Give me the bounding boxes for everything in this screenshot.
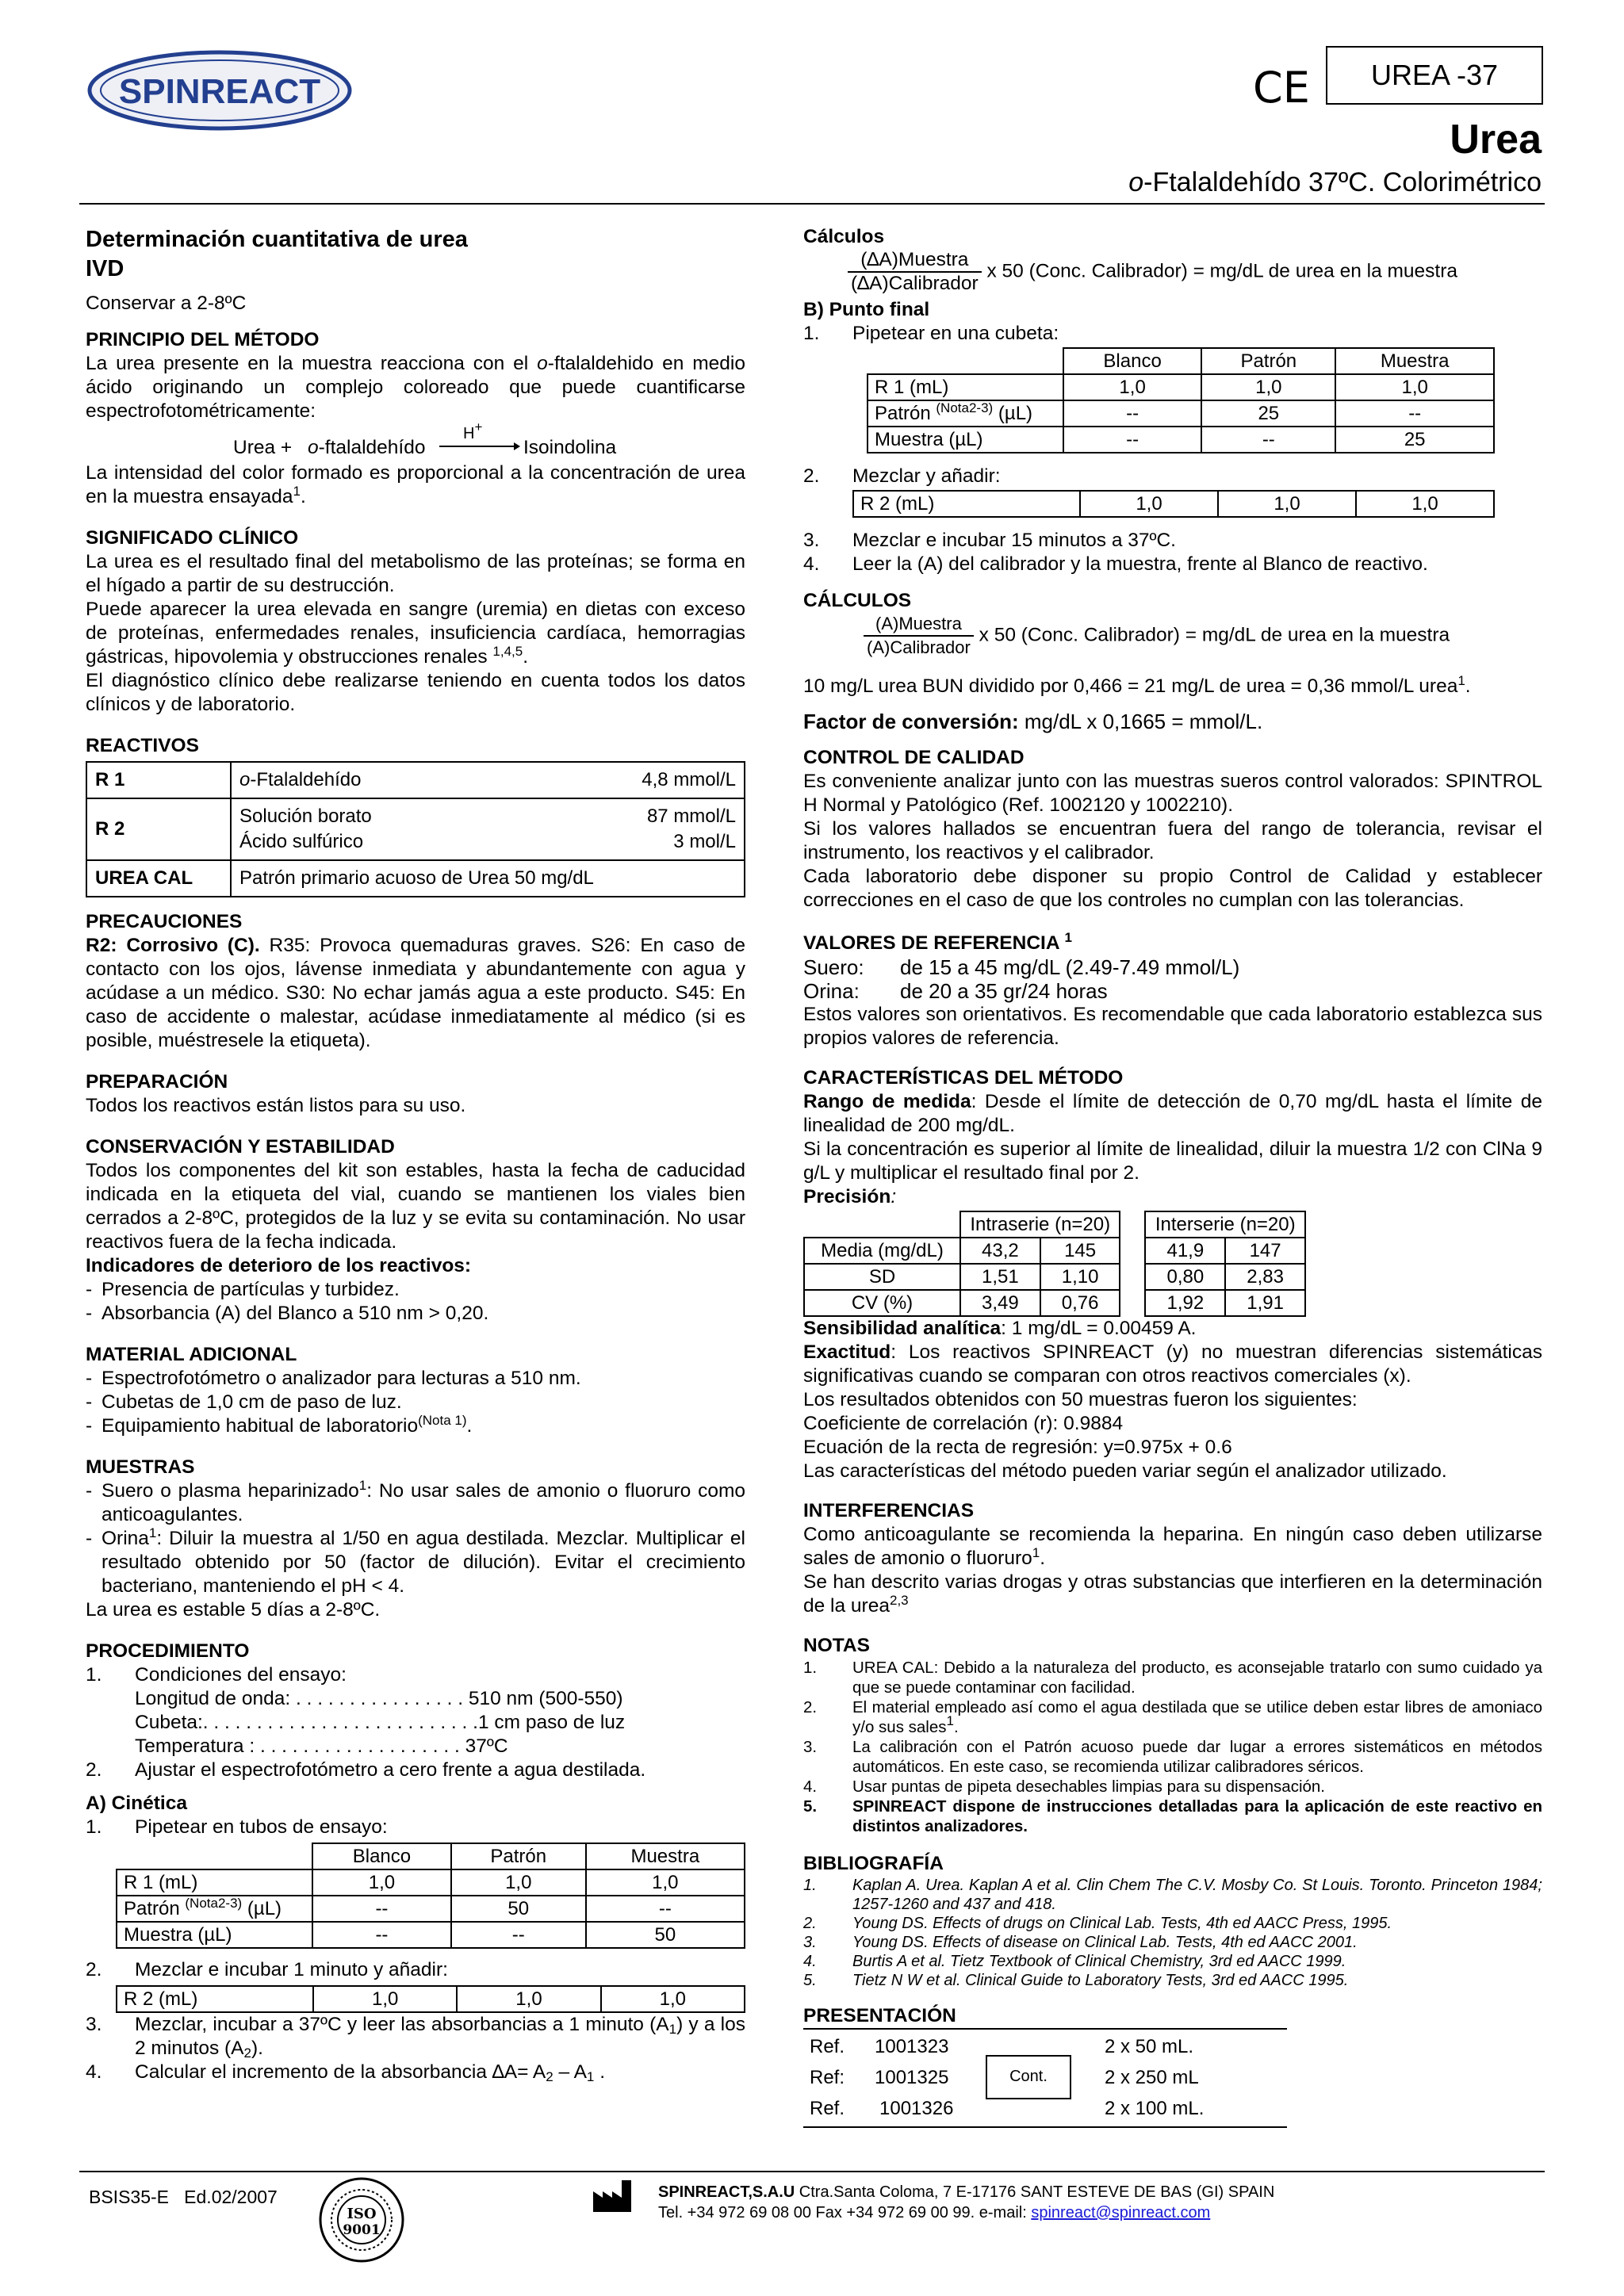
list-item: 2. El material empleado así como el agua destilada que se utilice deben estar libres de amoniaco y/o sus sales$^1$. <box>803 1698 1542 1736</box>
logo-text: SPINREACT <box>118 72 321 111</box>
reaction-equation: Urea + o-ftalaldehído H+ Isoindolina <box>233 419 617 458</box>
accuracy-text: Exactitud: Los reactivos SPINREACT (y) no muestran diferencias sistemáticas significativas cuando se comparan con otros reactivos comerciales (x). <box>803 1341 1542 1387</box>
reagent-row-r1: R 1 o-Ftalaldehído 4,8 mmol/L <box>86 762 745 798</box>
table-row: R 1 (mL) 1,0 1,0 1,0 <box>117 1869 745 1896</box>
notes-heading: NOTAS <box>803 1635 870 1656</box>
regression-text: Ecuación de la recta de regresión: y=0.975x + 0.6 <box>803 1437 1232 1458</box>
table-row: R 2 (mL) 1,0 1,0 1,0 <box>117 1986 745 2012</box>
clinical-heading: SIGNIFICADO CLÍNICO <box>86 527 299 549</box>
list-item: 4. Leer la (A) del calibrador y la muestra, frente al Blanco de reactivo. <box>803 553 1428 575</box>
table-row: Ref: 1001325 2 x 250 mL <box>810 2067 1199 2088</box>
samples-heading: MUESTRAS <box>86 1456 195 1478</box>
stability-text: Todos los componentes del kit son estables, hasta la fecha de caducidad indicada en la etiqueta del vial, cuando se mantienen los viales bien cerrados a 2-8ºC, protegidos de la luz y se evita su contaminación. No usar reactivos fuera de la fecha indicada. <box>86 1160 745 1253</box>
list-item: 3. La calibración con el Patrón acuoso puede dar lugar a errores sistemáticos en métodos automáticos. En este caso, se recomienda utilizar calibradores séricos. <box>803 1738 1542 1776</box>
precautions-text: R2: Corrosivo (C). R35: Provoca quemaduras graves. S26: En caso de contacto con los ojos, lávense inmediata y abundantemente con agua y acúdase a un médico. S30: No echar jamás agua a este producto. S45: En caso de accidente o malestar, acúdase inmediatamente al médico (si es posible, muéstresele la etiqueta). <box>86 935 745 1051</box>
qc-heading: CONTROL DE CALIDAD <box>803 747 1025 768</box>
manufacturer-icon <box>593 2180 634 2212</box>
table-row: Patrón $^{(Nota2-3)}$ (µL) -- 25 -- <box>868 400 1494 427</box>
calc-formula-endpoint: $\frac{\text{(A)Muestra}}{\text{(A)Calibrador}}$ x 50 (Conc. Calibrador) = mg/dL de urea en la muestra <box>803 613 1542 659</box>
reaction-arrow <box>439 441 520 452</box>
reagents-heading: REACTIVOS <box>86 735 199 756</box>
calc2-heading: CÁLCULOS <box>803 590 912 611</box>
clinical-p3: El diagnóstico clínico debe realizarse teniendo en cuenta todos los datos clínicos y de laboratorio. <box>86 670 745 715</box>
list-item: - Suero o plasma heparinizado$^1$: No usar sales de amonio o fluoruro como anticoagulantes. <box>86 1478 745 1525</box>
results-text: Los resultados obtenidos con 50 muestras fueron los siguientes: <box>803 1389 1358 1410</box>
notes-list <box>803 1658 1542 1836</box>
correlation-text: Coeficiente de correlación (r): 0.9884 <box>803 1413 1124 1434</box>
iso-label: ISO <box>347 2206 377 2222</box>
list-item: 2. Ajustar el espectrofotómetro a cero frente a agua destilada. <box>86 1759 646 1781</box>
kinetic-heading: A) Cinética <box>86 1793 187 1814</box>
list-item: 4. Usar puntas de pipeta desechables limpias para su dispensación. <box>803 1777 1326 1796</box>
interferences-p1: Como anticoagulante se recomienda la heparina. En ningún caso deben utilizarse sales de amonio o fluoruro$^1$. <box>803 1524 1542 1569</box>
list-item: - Presencia de partículas y turbidez. <box>86 1279 400 1300</box>
list-item: - Cubetas de 1,0 cm de paso de luz. <box>86 1391 402 1413</box>
samples-stability: La urea es estable 5 días a 2-8ºC. <box>86 1599 381 1621</box>
endpoint-heading: B) Punto final <box>803 299 930 320</box>
stability-heading: CONSERVACIÓN Y ESTABILIDAD <box>86 1136 395 1158</box>
list-item: 3. Young DS. Effects of disease on Clinical Lab. Tests, 4th ed AACC 2001. <box>803 1934 1358 1951</box>
bibliography-heading: BIBLIOGRAFÍA <box>803 1853 944 1874</box>
table-row: Patrón $^{(Nota2-3)}$ (µL) -- 50 -- <box>117 1896 745 1922</box>
preparation-text: Todos los reactivos están listos para su uso. <box>86 1095 466 1116</box>
bibliography-list <box>803 1876 1542 1990</box>
precision-label: Precisión: <box>803 1186 897 1207</box>
footer-rule <box>79 2171 1545 2172</box>
conversion-factor: Factor de conversión: mg/dL x 0,1665 = mmol/L. <box>803 710 1263 733</box>
list-item: 1. UREA CAL: Debido a la naturaleza del producto, es aconsejable tratarlo con sumo cuidado ya que se puede contaminar con facilidad. <box>803 1659 1542 1697</box>
range-text: Rango de medida: Desde el límite de detección de 0,70 mg/dL hasta el límite de linealidad de 200 mg/dL. <box>803 1091 1542 1136</box>
procedure-heading: PROCEDIMIENTO <box>86 1640 250 1662</box>
ce-mark: CE <box>1253 63 1310 113</box>
list-item: 4. Calcular el incremento de la absorbancia $\Delta A= A_2 - A_1$ . <box>86 2061 606 2084</box>
list-item: 4. Burtis A et al. Tietz Textbook of Clinical Chemistry, 3rd ed AACC 1999. <box>803 1953 1346 1970</box>
list-item: - Espectrofotómetro o analizador para lecturas a 510 nm. <box>86 1368 581 1389</box>
product-title: Urea <box>1450 117 1542 163</box>
reference-serum: Suero: de 15 a 45 mg/dL (2.49-7.49 mmol/L) <box>803 955 1240 979</box>
list-item: 5. SPINREACT dispone de instrucciones detalladas para la aplicación de este reactivo en distintos analizadores. <box>803 1797 1542 1835</box>
reagent-row-cal: UREA CAL Patrón primario acuoso de Urea 50 mg/dL <box>86 860 745 897</box>
iso-9001-seal <box>317 2175 406 2264</box>
principle-heading: PRINCIPIO DEL MÉTODO <box>86 329 320 350</box>
precision-table: Intraserie (n=20) Interserie (n=20) Media (mg/dL) 43,2 145 41,9 147 SD 1,51 1,10 0,80 2,83 CV (%) 3,49 0,76 1,92 1,91 <box>803 1211 1306 1317</box>
spinreact-logo <box>86 48 354 133</box>
list-item: 1. Condiciones del ensayo: <box>86 1664 347 1686</box>
list-item: 5. Tietz N W et al. Clinical Guide to Laboratory Tests, 3rd ed AACC 1995. <box>803 1972 1349 1989</box>
interferences-p2: Se han descrito varias drogas y otras substancias que interfieren en la determinación de la urea$^{2,3}$ <box>803 1571 1542 1617</box>
cont-label: Cont. <box>986 2055 1071 2099</box>
ivd-label: IVD <box>86 256 124 281</box>
list-item: 2. Young DS. Effects of drugs on Clinical Lab. Tests, 4th ed AACC Press, 1995. <box>803 1915 1392 1932</box>
right-column <box>803 225 1542 2128</box>
list-item: 1. Pipetear en tubos de ensayo: <box>86 1816 388 1838</box>
dilution-text: Si la concentración es superior al límite de linealidad, diluir la muestra 1/2 con ClNa 9 g/L y multiplicar el resultado final por 2. <box>803 1138 1542 1184</box>
presentation-block <box>803 2031 1287 2128</box>
table-row: Media (mg/dL) 43,2 145 41,9 147 <box>804 1238 1305 1264</box>
reagents-table <box>86 761 745 897</box>
product-subtitle <box>1128 166 1542 198</box>
endpoint-pipette-table: Blanco Patrón Muestra R 1 (mL) 1,0 1,0 1,0 Patrón $^{(Nota2-3)}$ (µL) -- 25 -- Muestra (µL) -- -- 25 <box>867 347 1495 453</box>
preparation-heading: PREPARACIÓN <box>86 1071 228 1093</box>
iso-number: 9001 <box>343 2222 381 2238</box>
reagent-row-r2: R 2 Solución borato Ácido sulfúrico 87 mmol/L 3 mol/L <box>86 798 745 860</box>
list-item: 3. Mezclar e incubar 15 minutos a 37ºC. <box>803 530 1176 551</box>
principle-text-2: La intensidad del color formado es proporcional a la concentración de urea en la muestra ensayada$^1$. <box>86 462 745 507</box>
table-row: Ref. 1001323 2 x 50 mL. <box>810 2036 1194 2057</box>
reference-note: Estos valores son orientativos. Es recomendable que cada laboratorio establezca sus propios valores de referencia. <box>803 1004 1542 1049</box>
reference-urine: Orina: de 20 a 35 gr/24 horas <box>803 979 1108 1003</box>
header-rule <box>79 203 1545 205</box>
kinetic-pipette-table: Blanco Patrón Muestra R 1 (mL) 1,0 1,0 1,0 Patrón $^{(Nota2-3)}$ (µL) -- 50 -- Muestra (µL) -- -- 50 <box>116 1843 745 1949</box>
reference-heading: VALORES DE REFERENCIA $^1$ <box>803 930 1072 954</box>
material-heading: MATERIAL ADICIONAL <box>86 1344 297 1365</box>
footer-doc-code: BSIS35-E Ed.02/2007 <box>89 2187 278 2207</box>
storage-condition: Conservar a 2-8ºC <box>86 293 247 314</box>
qc-text-2: Si los valores hallados se encuentran fuera del rango de tolerancia, revisar el instrumento, los reactivos y el calibrador. <box>803 818 1542 863</box>
list-item: - Orina$^1$: Diluir la muestra al 1/50 en agua destilada. Mezclar. Multiplicar el resultado obtenido por 50 (factor de dilución). Evitar el crecimiento bacteriano, manteniendo el pH < 4. <box>86 1525 745 1597</box>
list-item: 1. Kaplan A. Urea. Kaplan A et al. Clin Chem The C.V. Mosby Co. St Louis. Toronto. Princeton 1984; 1257-1260 and 437 and 418. <box>803 1877 1542 1913</box>
calc-heading: Cálculos <box>803 226 885 247</box>
table-row: R 2 (mL) 1,0 1,0 1,0 <box>853 491 1494 517</box>
variation-text: Las características del método pueden variar según el analizador utilizado. <box>803 1460 1447 1482</box>
reaction-product: Isoindolina <box>523 437 617 458</box>
list-item: - Equipamiento habitual de laboratorio$^{(Nota 1)}$. <box>86 1413 473 1437</box>
sensitivity-text: Sensibilidad analítica: 1 mg/dL = 0.00459 A. <box>803 1318 1197 1339</box>
presentation-heading: PRESENTACIÓN <box>803 2004 1287 2030</box>
list-item: 2. Mezclar y añadir: <box>803 465 1001 487</box>
table-row: Ref. 1001326 2 x 100 mL. <box>810 2098 1205 2119</box>
list-item: 2. Mezclar e incubar 1 minuto y añadir: <box>86 1959 448 1980</box>
footer-company: SPINREACT,S.A.U Ctra.Santa Coloma, 7 E-17176 SANT ESTEVE DE BAS (GI) SPAIN Tel. +34 972 69 08 00 Fax +34 972 69 00 99. e-mail: spinreact@spinreact.com <box>658 2183 1275 2221</box>
table-row: R 1 (mL) 1,0 1,0 1,0 <box>868 374 1494 400</box>
doc-heading: Determinación cuantitativa de urea <box>86 227 468 252</box>
list-item: - Absorbancia (A) del Blanco a 510 nm > 0,20. <box>86 1303 489 1324</box>
qc-text-3: Cada laboratorio debe disponer su propio Control de Calidad y establecer correcciones en el caso de que los controles no cumplan con las tolerancias. <box>803 866 1542 911</box>
endpoint-r2-table <box>852 490 1495 518</box>
assay-conditions: Longitud de onda: . . . . . . . . . . . . . . . . 510 nm (500-550) Cubeta:. . . . . . . . . . . . . . . . . . . . . . . . . .1 cm paso de luz Temperatura : . . . . . . . . . . . . . . . . . . . 37ºC <box>135 1688 626 1757</box>
list-item: 3. Mezclar, incubar a 37ºC y leer las absorbancias a 1 minuto $(A_1)$ y a los 2 minutos $(A_2)$. <box>86 2014 745 2061</box>
calc-formula-kinetic: $\frac{\text{(∆A)Muestra}}{\text{(∆A)Calibrador}}$ x 50 (Conc. Calibrador) = mg/dL de urea en la muestra <box>803 249 1542 295</box>
left-column <box>86 225 745 2084</box>
kinetic-r2-table <box>116 1985 745 2013</box>
subtitle-rest: -Ftalaldehído 37ºC. Colorimétrico <box>1143 167 1542 197</box>
table-row: Muestra (µL) -- -- 25 <box>868 427 1494 453</box>
qc-text: Es conveniente analizar junto con las muestras sueros control valorados: SPINTROL H Normal y Patológico (Ref. 1002120 y 1002210). <box>803 771 1542 816</box>
table-row: CV (%) 3,49 0,76 1,92 1,91 <box>804 1290 1305 1316</box>
interferences-heading: INTERFERENCIAS <box>803 1500 975 1521</box>
subtitle-prefix: o <box>1128 167 1144 197</box>
table-row: SD 1,51 1,10 0,80 2,83 <box>804 1264 1305 1290</box>
characteristics-heading: CARACTERÍSTICAS DEL MÉTODO <box>803 1067 1124 1089</box>
email-link[interactable]: spinreact@spinreact.com <box>1031 2204 1211 2221</box>
clinical-p1: La urea es el resultado final del metabolismo de las proteínas; se forma en el hígado a partir de su destrucción. <box>86 551 745 596</box>
bun-conversion: 10 mg/L urea BUN dividido por 0,466 = 21 mg/L de urea = 0,36 mmol/L urea$^1$. <box>803 673 1471 697</box>
principle-text: La urea presente en la muestra reacciona con el o-ftalaldehido en medio ácido originando un complejo coloreado que puede cuantificarse espectrofotométricamente: <box>86 353 745 422</box>
deterioration-heading: Indicadores de deterioro de los reactivos: <box>86 1255 472 1276</box>
list-item: 1. Pipetear en una cubeta: <box>803 323 1059 344</box>
clinical-p2: Puede aparecer la urea elevada en sangre (uremia) en dietas con exceso de proteínas, enfermedades renales, insuficiencia cardíaca, hemorragias gástricas, hipovolemia y obstrucciones renales $^{1,4,5}$. <box>86 599 745 668</box>
product-code-box: UREA -37 <box>1326 46 1543 105</box>
table-row: Muestra (µL) -- -- 50 <box>117 1922 745 1948</box>
precautions-heading: PRECAUCIONES <box>86 911 243 932</box>
